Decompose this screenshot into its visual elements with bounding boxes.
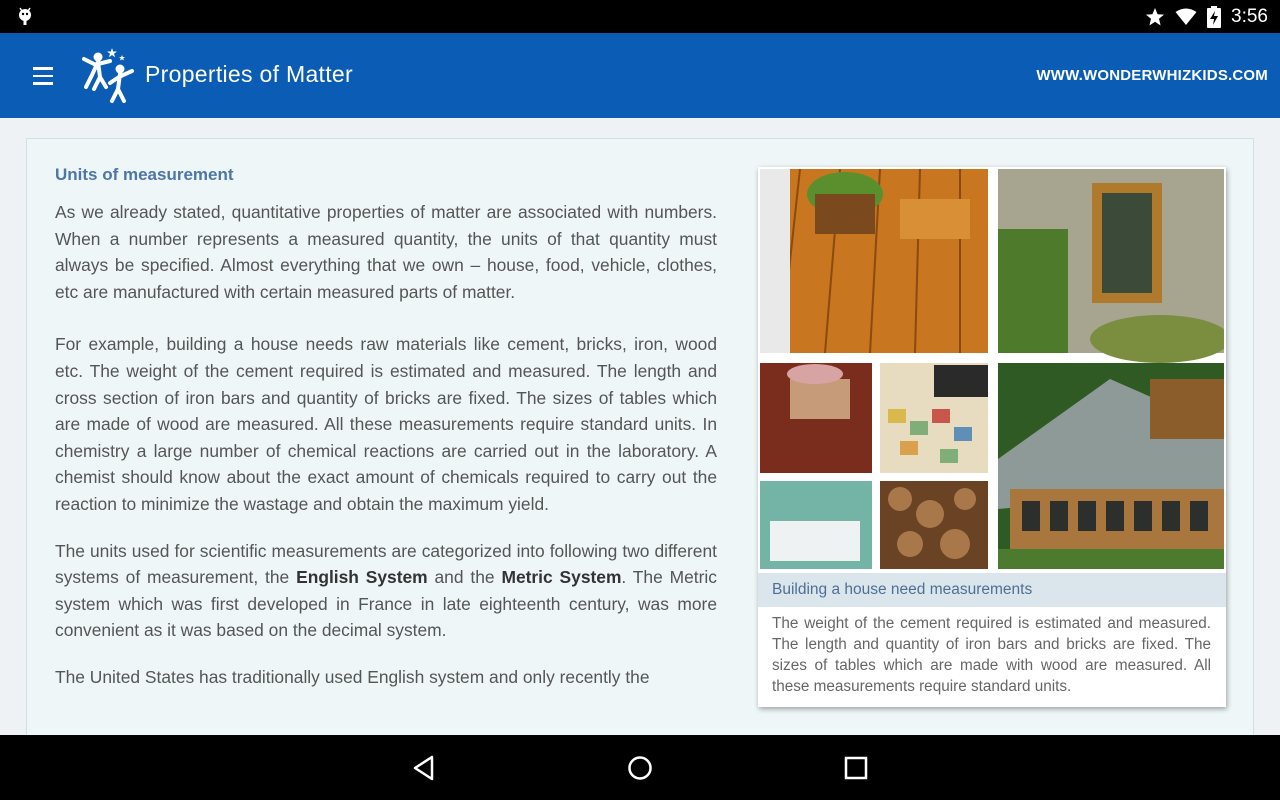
paragraph-2: For example, building a house needs raw materials like cement, bricks, iron, wood etc. The weight of the cement required is estimated and measured. The length and cross section of iron bars and quantity of bricks are fixed. The sizes of tables which are made of wood are measured. All these measurements require standard units. In chemistry a large number of chemical reactions are carried out in the laboratory. A chemist should know about the exact amount of chemicals required to carry out the reaction to minimize the wastage and obtain the maximum yield.: [55, 334, 717, 514]
paragraph-1: As we already stated, quantitative properties of matter are associated with numbers. When a number represents a measured quantity, the units of that quantity must always be specified. Almost everything that we own – house, food, vehicle, clothes, etc are manufactured with certain measured parts of matter.: [55, 202, 717, 302]
house-materials-photo-collage: [760, 169, 1224, 569]
figure-card: [758, 167, 1226, 707]
kids-logo: [78, 45, 140, 105]
back-icon[interactable]: [410, 753, 440, 783]
status-time: 3:56: [1231, 6, 1268, 27]
paragraph-4: The United States has traditionally used English system and only recently the: [55, 666, 650, 687]
wifi-icon: [1175, 8, 1197, 26]
metric-system-term: Metric System: [501, 567, 622, 588]
battery-charging-icon: [1207, 6, 1221, 28]
status-bar: [0, 0, 1280, 33]
article-card: [26, 138, 1254, 735]
menu-icon[interactable]: [33, 67, 53, 85]
section-title: Units of measurement: [55, 165, 234, 184]
content-area[interactable]: [0, 118, 1280, 735]
website-link[interactable]: WWW.WONDERWHIZKIDS.COM: [1036, 67, 1268, 84]
recents-icon[interactable]: [841, 753, 871, 783]
navigation-bar: [0, 735, 1280, 800]
figure-caption-title: Building a house need measurements: [758, 573, 1226, 607]
figure-caption-text: The weight of the cement required is estimated and measured. The length and quantity of iron bars and bricks are fixed. The sizes of tables which are made with wood are measured. All these measurements require standard units.: [772, 615, 1211, 695]
app-bar: [0, 33, 1280, 118]
home-icon[interactable]: [625, 753, 655, 783]
android-debug-icon: [16, 6, 34, 26]
star-icon: [1145, 7, 1165, 27]
english-system-term: English System: [296, 567, 428, 588]
article-text: [55, 165, 717, 711]
page-title: Properties of Matter: [145, 61, 353, 87]
paragraph-3: The units used for scientific measurements are categorized into following two different systems of measurement, the English System and the Metric System. The Metric system which was first developed in France in late eighteenth century, was more convenient as it was based on the decimal system.: [55, 540, 717, 641]
